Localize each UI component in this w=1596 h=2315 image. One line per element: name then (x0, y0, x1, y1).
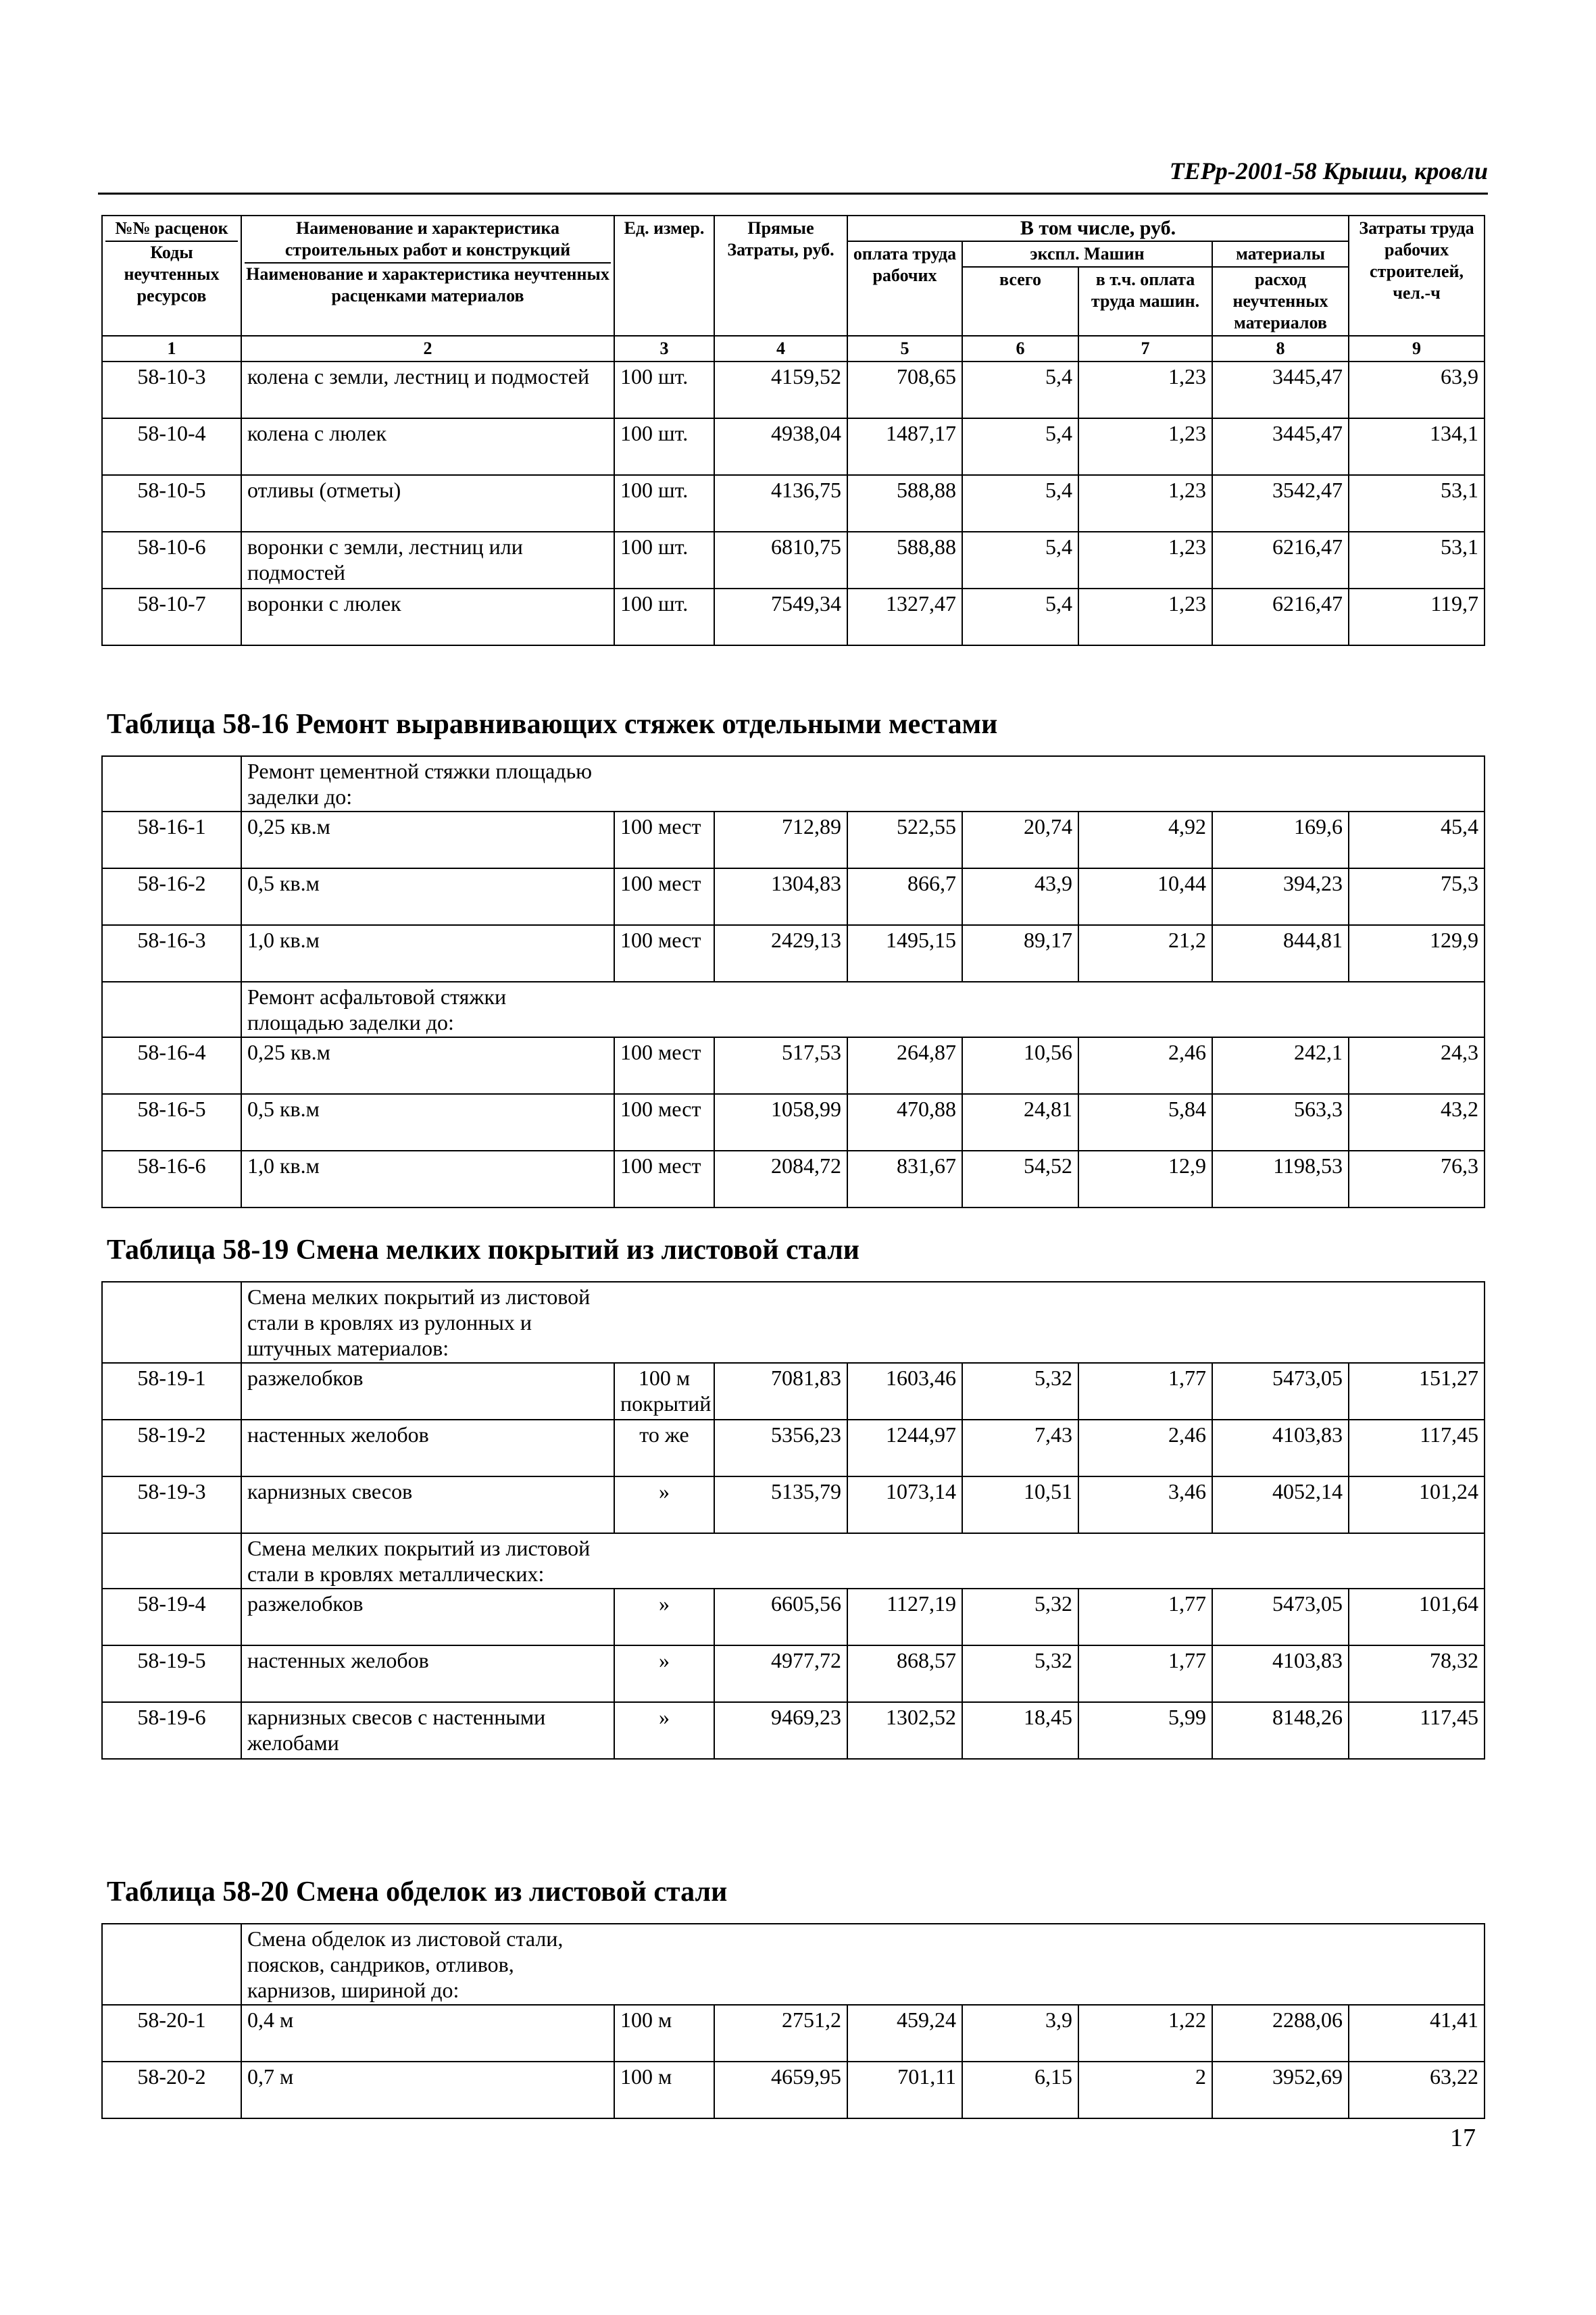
table-58-19 (101, 1281, 1485, 1760)
labor-hours-cell: 134,1 (1349, 418, 1485, 475)
col-header-name-top: Наименование и характеристика строительных работ и конструкций (245, 218, 611, 264)
col-header-machines-group: экспл. Машин (962, 241, 1212, 267)
machines-cost-cell: 5,32 (962, 1645, 1078, 1702)
table-row (102, 2005, 1485, 2062)
labor-hours-cell: 119,7 (1349, 589, 1485, 645)
unit-cell: 100 шт. (614, 475, 714, 532)
col-number: 7 (1078, 336, 1212, 362)
section-label (241, 1533, 1485, 1589)
machine-labor-cost-cell: 2 (1078, 2062, 1212, 2118)
direct-cost-cell: 4159,52 (714, 362, 847, 418)
section-row (102, 756, 1485, 812)
table-58-16-body (102, 756, 1485, 812)
direct-cost-cell: 9469,23 (714, 1702, 847, 1759)
machine-labor-cost-cell: 1,23 (1078, 475, 1212, 532)
labor-cost-cell: 1302,52 (847, 1702, 962, 1759)
labor-cost-cell: 1127,19 (847, 1589, 962, 1645)
col-header-direct: Прямые Затраты, руб. (714, 216, 847, 336)
section-row (102, 1282, 1485, 1363)
machines-cost-cell: 6,15 (962, 2062, 1078, 2118)
col-number: 4 (714, 336, 847, 362)
machine-labor-cost-cell: 1,22 (1078, 2005, 1212, 2062)
main-table-body (102, 362, 1485, 645)
work-name-cell: 0,4 м (241, 2005, 614, 2062)
rate-code-cell: 58-19-2 (102, 1420, 241, 1476)
work-name-cell: 1,0 кв.м (241, 1151, 614, 1208)
rate-code-cell: 58-10-7 (102, 589, 241, 645)
labor-cost-cell: 701,11 (847, 2062, 962, 2118)
machines-cost-cell: 10,56 (962, 1037, 1078, 1094)
col-number: 2 (241, 336, 614, 362)
machine-labor-cost-cell: 1,77 (1078, 1589, 1212, 1645)
col-header-name-bottom: Наименование и характеристика неучтенных расценками материалов (246, 264, 609, 305)
rate-code-cell: 58-19-1 (102, 1363, 241, 1420)
machines-cost-cell: 5,4 (962, 475, 1078, 532)
work-name-cell: 0,5 кв.м (241, 1094, 614, 1151)
unit-cell: 100 мест (614, 1151, 714, 1208)
materials-cost-cell: 2288,06 (1212, 2005, 1349, 2062)
labor-cost-cell: 588,88 (847, 475, 962, 532)
machines-cost-cell: 10,51 (962, 1476, 1078, 1533)
direct-cost-cell: 517,53 (714, 1037, 847, 1094)
work-name-cell: отливы (отметы) (241, 475, 614, 532)
table-row (102, 1037, 1485, 1094)
table-row (102, 1702, 1485, 1759)
rate-code-cell: 58-16-4 (102, 1037, 241, 1094)
direct-cost-cell: 6605,56 (714, 1589, 847, 1645)
unit-cell: 100 мест (614, 1037, 714, 1094)
rate-code-cell: 58-20-2 (102, 2062, 241, 2118)
unit-cell: 100 шт. (614, 362, 714, 418)
labor-cost-cell: 1073,14 (847, 1476, 962, 1533)
machines-cost-cell: 5,4 (962, 589, 1078, 645)
direct-cost-cell: 7549,34 (714, 589, 847, 645)
direct-cost-cell: 7081,83 (714, 1363, 847, 1420)
rate-code-cell: 58-16-3 (102, 925, 241, 982)
labor-hours-cell: 117,45 (1349, 1702, 1485, 1759)
direct-cost-cell: 2084,72 (714, 1151, 847, 1208)
materials-cost-cell: 1198,53 (1212, 1151, 1349, 1208)
work-name-cell: карнизных свесов (241, 1476, 614, 1533)
unit-cell: 100 мест (614, 868, 714, 925)
rate-code-cell: 58-19-6 (102, 1702, 241, 1759)
materials-cost-cell: 3542,47 (1212, 475, 1349, 532)
machine-labor-cost-cell: 2,46 (1078, 1420, 1212, 1476)
table-row (102, 1589, 1485, 1645)
table-row (102, 532, 1485, 589)
machine-labor-cost-cell: 1,77 (1078, 1645, 1212, 1702)
machine-labor-cost-cell: 4,92 (1078, 812, 1212, 868)
table-58-19-section-b (102, 1533, 1485, 1589)
work-name-cell: настенных желобов (241, 1420, 614, 1476)
work-name-cell: разжелобков (241, 1589, 614, 1645)
header-row-1 (102, 216, 1485, 241)
rate-code-cell: 58-20-1 (102, 2005, 241, 2062)
work-name-cell: 0,5 кв.м (241, 868, 614, 925)
table-row (102, 1476, 1485, 1533)
machine-labor-cost-cell: 21,2 (1078, 925, 1212, 982)
direct-cost-cell: 5356,23 (714, 1420, 847, 1476)
materials-cost-cell: 5473,05 (1212, 1363, 1349, 1420)
labor-cost-cell: 522,55 (847, 812, 962, 868)
col-header-mach-labor: в т.ч. оплата труда машин. (1078, 267, 1212, 336)
table-58-19-title: Таблица 58-19 Смена мелких покрытий из листовой стали (107, 1235, 859, 1266)
col-header-code (102, 216, 241, 336)
labor-cost-cell: 708,65 (847, 362, 962, 418)
direct-cost-cell: 2751,2 (714, 2005, 847, 2062)
section-label (241, 756, 1485, 812)
col-header-materials-group: материалы (1212, 241, 1349, 267)
table-row (102, 418, 1485, 475)
rate-code-cell: 58-16-2 (102, 868, 241, 925)
rate-code-cell: 58-16-6 (102, 1151, 241, 1208)
labor-hours-cell: 101,64 (1349, 1589, 1485, 1645)
materials-cost-cell: 4103,83 (1212, 1420, 1349, 1476)
labor-cost-cell: 831,67 (847, 1151, 962, 1208)
direct-cost-cell: 1304,83 (714, 868, 847, 925)
work-name-cell: воронки с люлек (241, 589, 614, 645)
labor-hours-cell: 101,24 (1349, 1476, 1485, 1533)
materials-cost-cell: 844,81 (1212, 925, 1349, 982)
table-58-20-section-a (102, 1924, 1485, 2005)
machine-labor-cost-cell: 1,23 (1078, 532, 1212, 589)
unit-cell: 100 м (614, 2062, 714, 2118)
col-header-materials: расход неучтенных материалов (1212, 267, 1349, 336)
materials-cost-cell: 6216,47 (1212, 532, 1349, 589)
unit-cell: 100 мест (614, 1094, 714, 1151)
direct-cost-cell: 4659,95 (714, 2062, 847, 2118)
table-58-20 (101, 1923, 1485, 2119)
table-58-16-rows-a (102, 812, 1485, 982)
machines-cost-cell: 18,45 (962, 1702, 1078, 1759)
work-name-cell: 0,7 м (241, 2062, 614, 2118)
col-number: 3 (614, 336, 714, 362)
unit-cell: 100 шт. (614, 589, 714, 645)
section-row (102, 1533, 1485, 1589)
labor-cost-cell: 588,88 (847, 532, 962, 589)
table-row (102, 475, 1485, 532)
table-58-16-section-b (102, 982, 1485, 1037)
labor-cost-cell: 1244,97 (847, 1420, 962, 1476)
col-header-unit: Ед. измер. (614, 216, 714, 336)
table-row (102, 925, 1485, 982)
col-header-labor: оплата труда рабочих (847, 241, 962, 336)
col-number: 1 (102, 336, 241, 362)
direct-cost-cell: 6810,75 (714, 532, 847, 589)
table-58-16-title: Таблица 58-16 Ремонт выравнивающих стяжек отдельными местами (107, 709, 998, 740)
section-row (102, 982, 1485, 1037)
labor-hours-cell: 63,9 (1349, 362, 1485, 418)
unit-cell: 100 мест (614, 925, 714, 982)
machines-cost-cell: 7,43 (962, 1420, 1078, 1476)
machines-cost-cell: 3,9 (962, 2005, 1078, 2062)
table-row (102, 1094, 1485, 1151)
materials-cost-cell: 3445,47 (1212, 362, 1349, 418)
unit-cell: » (614, 1645, 714, 1702)
labor-hours-cell: 76,3 (1349, 1151, 1485, 1208)
work-name-cell: разжелобков (241, 1363, 614, 1420)
labor-hours-cell: 151,27 (1349, 1363, 1485, 1420)
machine-labor-cost-cell: 1,23 (1078, 418, 1212, 475)
table-58-19-rows-a (102, 1363, 1485, 1533)
col-header-code-bottom: Коды неучтенных ресурсов (124, 243, 220, 305)
machine-labor-cost-cell: 2,46 (1078, 1037, 1212, 1094)
col-header-machines: всего (962, 267, 1078, 336)
col-number: 8 (1212, 336, 1349, 362)
machine-labor-cost-cell: 5,99 (1078, 1702, 1212, 1759)
materials-cost-cell: 6216,47 (1212, 589, 1349, 645)
labor-hours-cell: 53,1 (1349, 475, 1485, 532)
direct-cost-cell: 4977,72 (714, 1645, 847, 1702)
table-row (102, 812, 1485, 868)
col-number: 9 (1349, 336, 1485, 362)
section-label-text: Смена обделок из листовой стали, поясков, сандриков, отливов, карнизов, шириной до: (247, 1926, 564, 2002)
table-58-19-rows-b (102, 1589, 1485, 1759)
unit-cell: 100 мест (614, 812, 714, 868)
rate-code-cell: 58-19-5 (102, 1645, 241, 1702)
materials-cost-cell: 8148,26 (1212, 1702, 1349, 1759)
labor-cost-cell: 459,24 (847, 2005, 962, 2062)
machine-labor-cost-cell: 1,23 (1078, 589, 1212, 645)
materials-cost-cell: 3952,69 (1212, 2062, 1349, 2118)
materials-cost-cell: 563,3 (1212, 1094, 1349, 1151)
machine-labor-cost-cell: 12,9 (1078, 1151, 1212, 1208)
section-label (241, 982, 1485, 1037)
labor-hours-cell: 117,45 (1349, 1420, 1485, 1476)
col-number: 6 (962, 336, 1078, 362)
work-name-cell: воронки с земли, лестниц или подмостей (241, 532, 614, 589)
rate-code-cell: 58-19-3 (102, 1476, 241, 1533)
machine-labor-cost-cell: 1,23 (1078, 362, 1212, 418)
col-header-hours: Затраты труда рабочих строителей, чел.-ч (1349, 216, 1485, 336)
materials-cost-cell: 169,6 (1212, 812, 1349, 868)
unit-cell: 100 м (614, 2005, 714, 2062)
table-row (102, 362, 1485, 418)
page-number: 17 (1450, 2124, 1476, 2152)
machines-cost-cell: 24,81 (962, 1094, 1078, 1151)
labor-hours-cell: 41,41 (1349, 2005, 1485, 2062)
labor-hours-cell: 24,3 (1349, 1037, 1485, 1094)
labor-hours-cell: 45,4 (1349, 812, 1485, 868)
direct-cost-cell: 4938,04 (714, 418, 847, 475)
work-name-cell: настенных желобов (241, 1645, 614, 1702)
unit-cell: 100 шт. (614, 418, 714, 475)
rate-code-cell: 58-10-3 (102, 362, 241, 418)
unit-cell: 100 шт. (614, 532, 714, 589)
work-name-cell: 1,0 кв.м (241, 925, 614, 982)
section-label (241, 1282, 1485, 1363)
labor-cost-cell: 1327,47 (847, 589, 962, 645)
table-row (102, 2062, 1485, 2118)
direct-cost-cell: 4136,75 (714, 475, 847, 532)
unit-cell: » (614, 1702, 714, 1759)
section-row (102, 1924, 1485, 2005)
machine-labor-cost-cell: 1,77 (1078, 1363, 1212, 1420)
unit-cell: 100 м покрытий (614, 1363, 714, 1420)
unit-cell: » (614, 1589, 714, 1645)
table-58-20-title: Таблица 58-20 Смена обделок из листовой стали (107, 1876, 728, 1908)
rate-code-cell: 58-19-4 (102, 1589, 241, 1645)
col-header-name (241, 216, 614, 336)
labor-hours-cell: 53,1 (1349, 532, 1485, 589)
header-rule (98, 193, 1488, 195)
machines-cost-cell: 89,17 (962, 925, 1078, 982)
machines-cost-cell: 5,4 (962, 362, 1078, 418)
direct-cost-cell: 1058,99 (714, 1094, 847, 1151)
work-name-cell: 0,25 кв.м (241, 812, 614, 868)
labor-cost-cell: 264,87 (847, 1037, 962, 1094)
labor-cost-cell: 1603,46 (847, 1363, 962, 1420)
work-name-cell: колена с люлек (241, 418, 614, 475)
labor-cost-cell: 470,88 (847, 1094, 962, 1151)
rate-code-cell: 58-10-6 (102, 532, 241, 589)
table-row (102, 1420, 1485, 1476)
labor-cost-cell: 868,57 (847, 1645, 962, 1702)
machines-cost-cell: 5,4 (962, 532, 1078, 589)
machine-labor-cost-cell: 3,46 (1078, 1476, 1212, 1533)
machines-cost-cell: 5,32 (962, 1589, 1078, 1645)
materials-cost-cell: 3445,47 (1212, 418, 1349, 475)
machines-cost-cell: 5,4 (962, 418, 1078, 475)
work-name-cell: карнизных свесов с настенными желобами (241, 1702, 614, 1759)
labor-cost-cell: 866,7 (847, 868, 962, 925)
col-header-code-top: №№ расценок (105, 218, 238, 242)
machines-cost-cell: 20,74 (962, 812, 1078, 868)
machines-cost-cell: 43,9 (962, 868, 1078, 925)
col-number: 5 (847, 336, 962, 362)
materials-cost-cell: 5473,05 (1212, 1589, 1349, 1645)
table-58-16-rows-b (102, 1037, 1485, 1208)
unit-cell: » (614, 1476, 714, 1533)
work-name-cell: 0,25 кв.м (241, 1037, 614, 1094)
labor-hours-cell: 129,9 (1349, 925, 1485, 982)
direct-cost-cell: 2429,13 (714, 925, 847, 982)
direct-cost-cell: 712,89 (714, 812, 847, 868)
table-58-20-rows (102, 2005, 1485, 2118)
machine-labor-cost-cell: 5,84 (1078, 1094, 1212, 1151)
table-58-19-section-a (102, 1282, 1485, 1363)
rate-code-cell: 58-10-4 (102, 418, 241, 475)
materials-cost-cell: 242,1 (1212, 1037, 1349, 1094)
section-label-text: Ремонт асфальтовой стяжки площадью заделки до: (247, 985, 507, 1035)
labor-cost-cell: 1495,15 (847, 925, 962, 982)
materials-cost-cell: 4052,14 (1212, 1476, 1349, 1533)
section-label-text: Ремонт цементной стяжки площадью заделки до: (247, 759, 593, 809)
direct-cost-cell: 5135,79 (714, 1476, 847, 1533)
rate-code-cell: 58-16-1 (102, 812, 241, 868)
labor-hours-cell: 75,3 (1349, 868, 1485, 925)
labor-hours-cell: 43,2 (1349, 1094, 1485, 1151)
labor-hours-cell: 78,32 (1349, 1645, 1485, 1702)
table-row (102, 868, 1485, 925)
rate-code-cell: 58-16-5 (102, 1094, 241, 1151)
machine-labor-cost-cell: 10,44 (1078, 868, 1212, 925)
table-row (102, 1151, 1485, 1208)
work-name-cell: колена с земли, лестниц и подмостей (241, 362, 614, 418)
machines-cost-cell: 5,32 (962, 1363, 1078, 1420)
table-row (102, 589, 1485, 645)
section-label-text: Смена мелких покрытий из листовой стали в кровлях металлических: (247, 1536, 591, 1586)
rate-code-cell: 58-10-5 (102, 475, 241, 532)
machines-cost-cell: 54,52 (962, 1151, 1078, 1208)
materials-cost-cell: 394,23 (1212, 868, 1349, 925)
main-price-table (101, 215, 1485, 646)
table-row (102, 1645, 1485, 1702)
labor-cost-cell: 1487,17 (847, 418, 962, 475)
running-header: ТЕРр-2001-58 Крыши, кровли (1169, 157, 1488, 184)
column-numbers-row (102, 336, 1485, 362)
table-58-16 (101, 755, 1485, 1208)
section-label-text: Смена мелких покрытий из листовой стали в кровлях из рулонных и штучных материалов: (247, 1285, 591, 1360)
unit-cell: то же (614, 1420, 714, 1476)
materials-cost-cell: 4103,83 (1212, 1645, 1349, 1702)
labor-hours-cell: 63,22 (1349, 2062, 1485, 2118)
section-label (241, 1924, 1485, 2005)
table-row (102, 1363, 1485, 1420)
col-header-group: В том числе, руб. (847, 216, 1349, 241)
